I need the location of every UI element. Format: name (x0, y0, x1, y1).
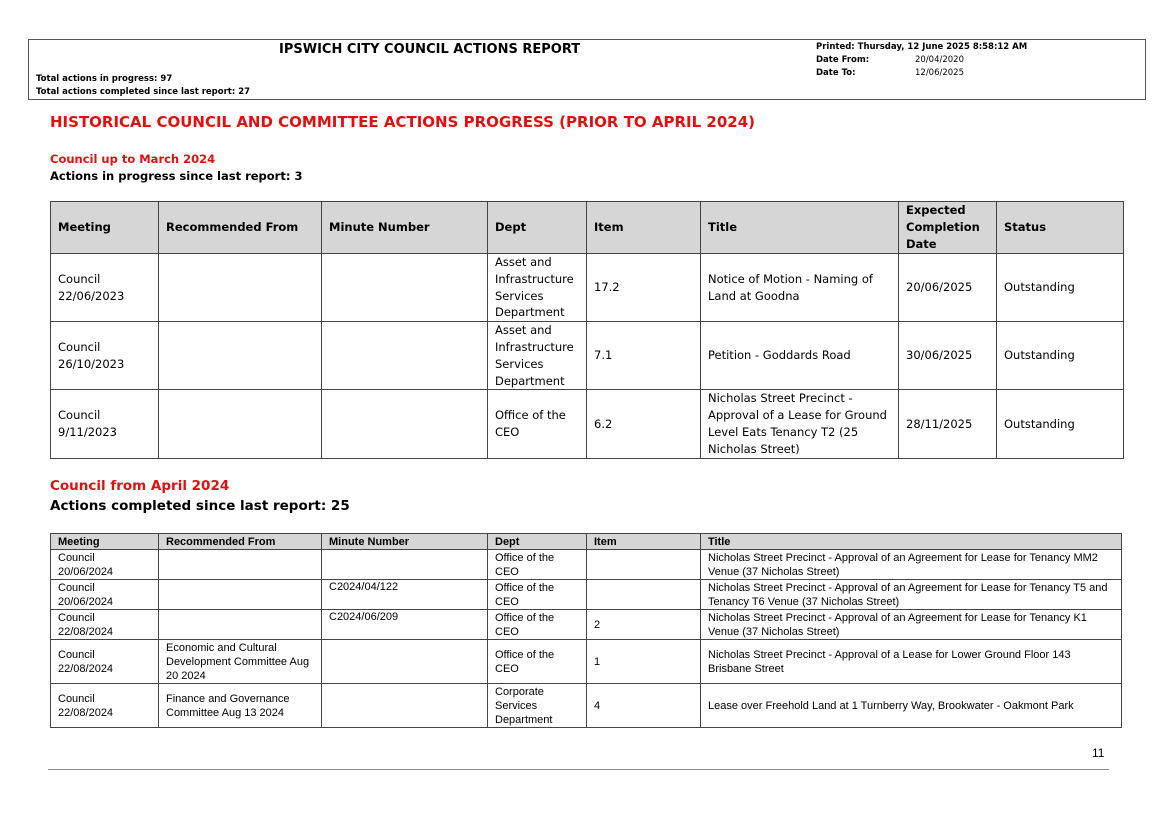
completed-total: Total actions completed since last report: 27 (36, 87, 251, 97)
table-row (51, 322, 1124, 390)
table-header-row (51, 534, 1122, 550)
page-title: HISTORICAL COUNCIL AND COMMITTEE ACTIONS PROGRESS (PRIOR TO APRIL 2024) (50, 113, 756, 131)
cell: Nicholas Street Precinct - Approval of an Agreement for Lease for Tenancy MM2 Venue (37 Nicholas Street) (701, 550, 1122, 580)
date-from-row (816, 54, 1027, 67)
cell (322, 254, 488, 322)
date-from-label: Date From: (816, 55, 870, 65)
col-header: Recommended From (159, 534, 322, 550)
section2-subheading: Actions completed since last report: 25 (50, 498, 350, 514)
cell: Asset and Infrastructure Services Department (488, 322, 587, 390)
date-to-label: Date To: (816, 68, 856, 78)
cell: 28/11/2025 (899, 390, 997, 458)
cell: Lease over Freehold Land at 1 Turnberry Way, Brookwater - Oakmont Park (701, 684, 1122, 728)
cell: Nicholas Street Precinct - Approval of a Lease for Ground Level Eats Tenancy T2 (25 Nicholas Street) (701, 390, 899, 458)
in-progress-total: Total actions in progress: 97 (36, 74, 173, 84)
cell: 2 (587, 610, 701, 640)
col-header: Meeting (51, 202, 159, 254)
cell: 1 (587, 640, 701, 684)
report-header (28, 39, 1146, 100)
col-header: Minute Number (322, 202, 488, 254)
cell: Notice of Motion - Naming of Land at Goodna (701, 254, 899, 322)
col-header: Status (997, 202, 1124, 254)
cell (159, 610, 322, 640)
page-number: 11 (1092, 746, 1105, 760)
cell: 4 (587, 684, 701, 728)
cell (587, 580, 701, 610)
cell (159, 322, 322, 390)
cell: Council 22/06/2023 (51, 254, 159, 322)
col-header: Item (587, 534, 701, 550)
cell (322, 684, 488, 728)
cell: Nicholas Street Precinct - Approval of an Agreement for Lease for Tenancy T5 and Tenancy T6 Venue (37 Nicholas Street) (701, 580, 1122, 610)
cell: Corporate Services Department (488, 684, 587, 728)
cell (322, 640, 488, 684)
col-header: Meeting (51, 534, 159, 550)
report-title: IPSWICH CITY COUNCIL ACTIONS REPORT (279, 42, 581, 57)
col-header: Recommended From (159, 202, 322, 254)
cell: Outstanding (997, 254, 1124, 322)
cell: C2024/04/122 (322, 580, 488, 610)
cell (587, 550, 701, 580)
cell: Council 20/06/2024 (51, 580, 159, 610)
table-row (51, 390, 1124, 458)
cell (322, 322, 488, 390)
cell: Petition - Goddards Road (701, 322, 899, 390)
col-header: Minute Number (322, 534, 488, 550)
table-header-row (51, 202, 1124, 254)
cell: 30/06/2025 (899, 322, 997, 390)
cell (159, 390, 322, 458)
col-header: Dept (488, 534, 587, 550)
cell: Office of the CEO (488, 390, 587, 458)
cell: Office of the CEO (488, 550, 587, 580)
cell: 17.2 (587, 254, 701, 322)
table-row (51, 640, 1122, 684)
col-header: Title (701, 534, 1122, 550)
report-meta (816, 41, 1027, 80)
cell (159, 254, 322, 322)
table-row (51, 610, 1122, 640)
cell (322, 550, 488, 580)
cell: Council 22/08/2024 (51, 610, 159, 640)
cell: Finance and Governance Committee Aug 13 2024 (159, 684, 322, 728)
cell: C2024/06/209 (322, 610, 488, 640)
cell: 7.1 (587, 322, 701, 390)
cell: Nicholas Street Precinct - Approval of a Lease for Lower Ground Floor 143 Brisbane Street (701, 640, 1122, 684)
table-row (51, 254, 1124, 322)
cell: Office of the CEO (488, 640, 587, 684)
cell: Council 20/06/2024 (51, 550, 159, 580)
cell: 20/06/2025 (899, 254, 997, 322)
cell: Council 9/11/2023 (51, 390, 159, 458)
date-from-value: 20/04/2020 (915, 55, 964, 65)
section1-subheading: Actions in progress since last report: 3 (50, 169, 303, 183)
table-row (51, 580, 1122, 610)
actions-completed-table (50, 533, 1122, 728)
cell: Economic and Cultural Development Committee Aug 20 2024 (159, 640, 322, 684)
cell: Council 26/10/2023 (51, 322, 159, 390)
col-header: Dept (488, 202, 587, 254)
table-row (51, 550, 1122, 580)
col-header: Expected Completion Date (899, 202, 997, 254)
cell (159, 550, 322, 580)
col-header: Item (587, 202, 701, 254)
cell: Council 22/08/2024 (51, 684, 159, 728)
cell: Nicholas Street Precinct - Approval of an Agreement for Lease for Tenancy K1 Venue (37 Nicholas Street) (701, 610, 1122, 640)
footer-divider (48, 769, 1109, 770)
section2-heading: Council from April 2024 (50, 478, 230, 494)
cell: Office of the CEO (488, 610, 587, 640)
date-to-row (816, 67, 1027, 80)
cell: 6.2 (587, 390, 701, 458)
cell (322, 390, 488, 458)
col-header: Title (701, 202, 899, 254)
report-stats (36, 73, 250, 99)
cell: Asset and Infrastructure Services Department (488, 254, 587, 322)
cell: Council 22/08/2024 (51, 640, 159, 684)
actions-in-progress-table (50, 201, 1124, 459)
printed-date: Printed: Thursday, 12 June 2025 8:58:12 AM (816, 42, 1028, 52)
cell: Office of the CEO (488, 580, 587, 610)
date-to-value: 12/06/2025 (915, 68, 964, 78)
cell: Outstanding (997, 322, 1124, 390)
table-row (51, 684, 1122, 728)
section1-heading: Council up to March 2024 (50, 152, 216, 166)
cell: Outstanding (997, 390, 1124, 458)
cell (159, 580, 322, 610)
